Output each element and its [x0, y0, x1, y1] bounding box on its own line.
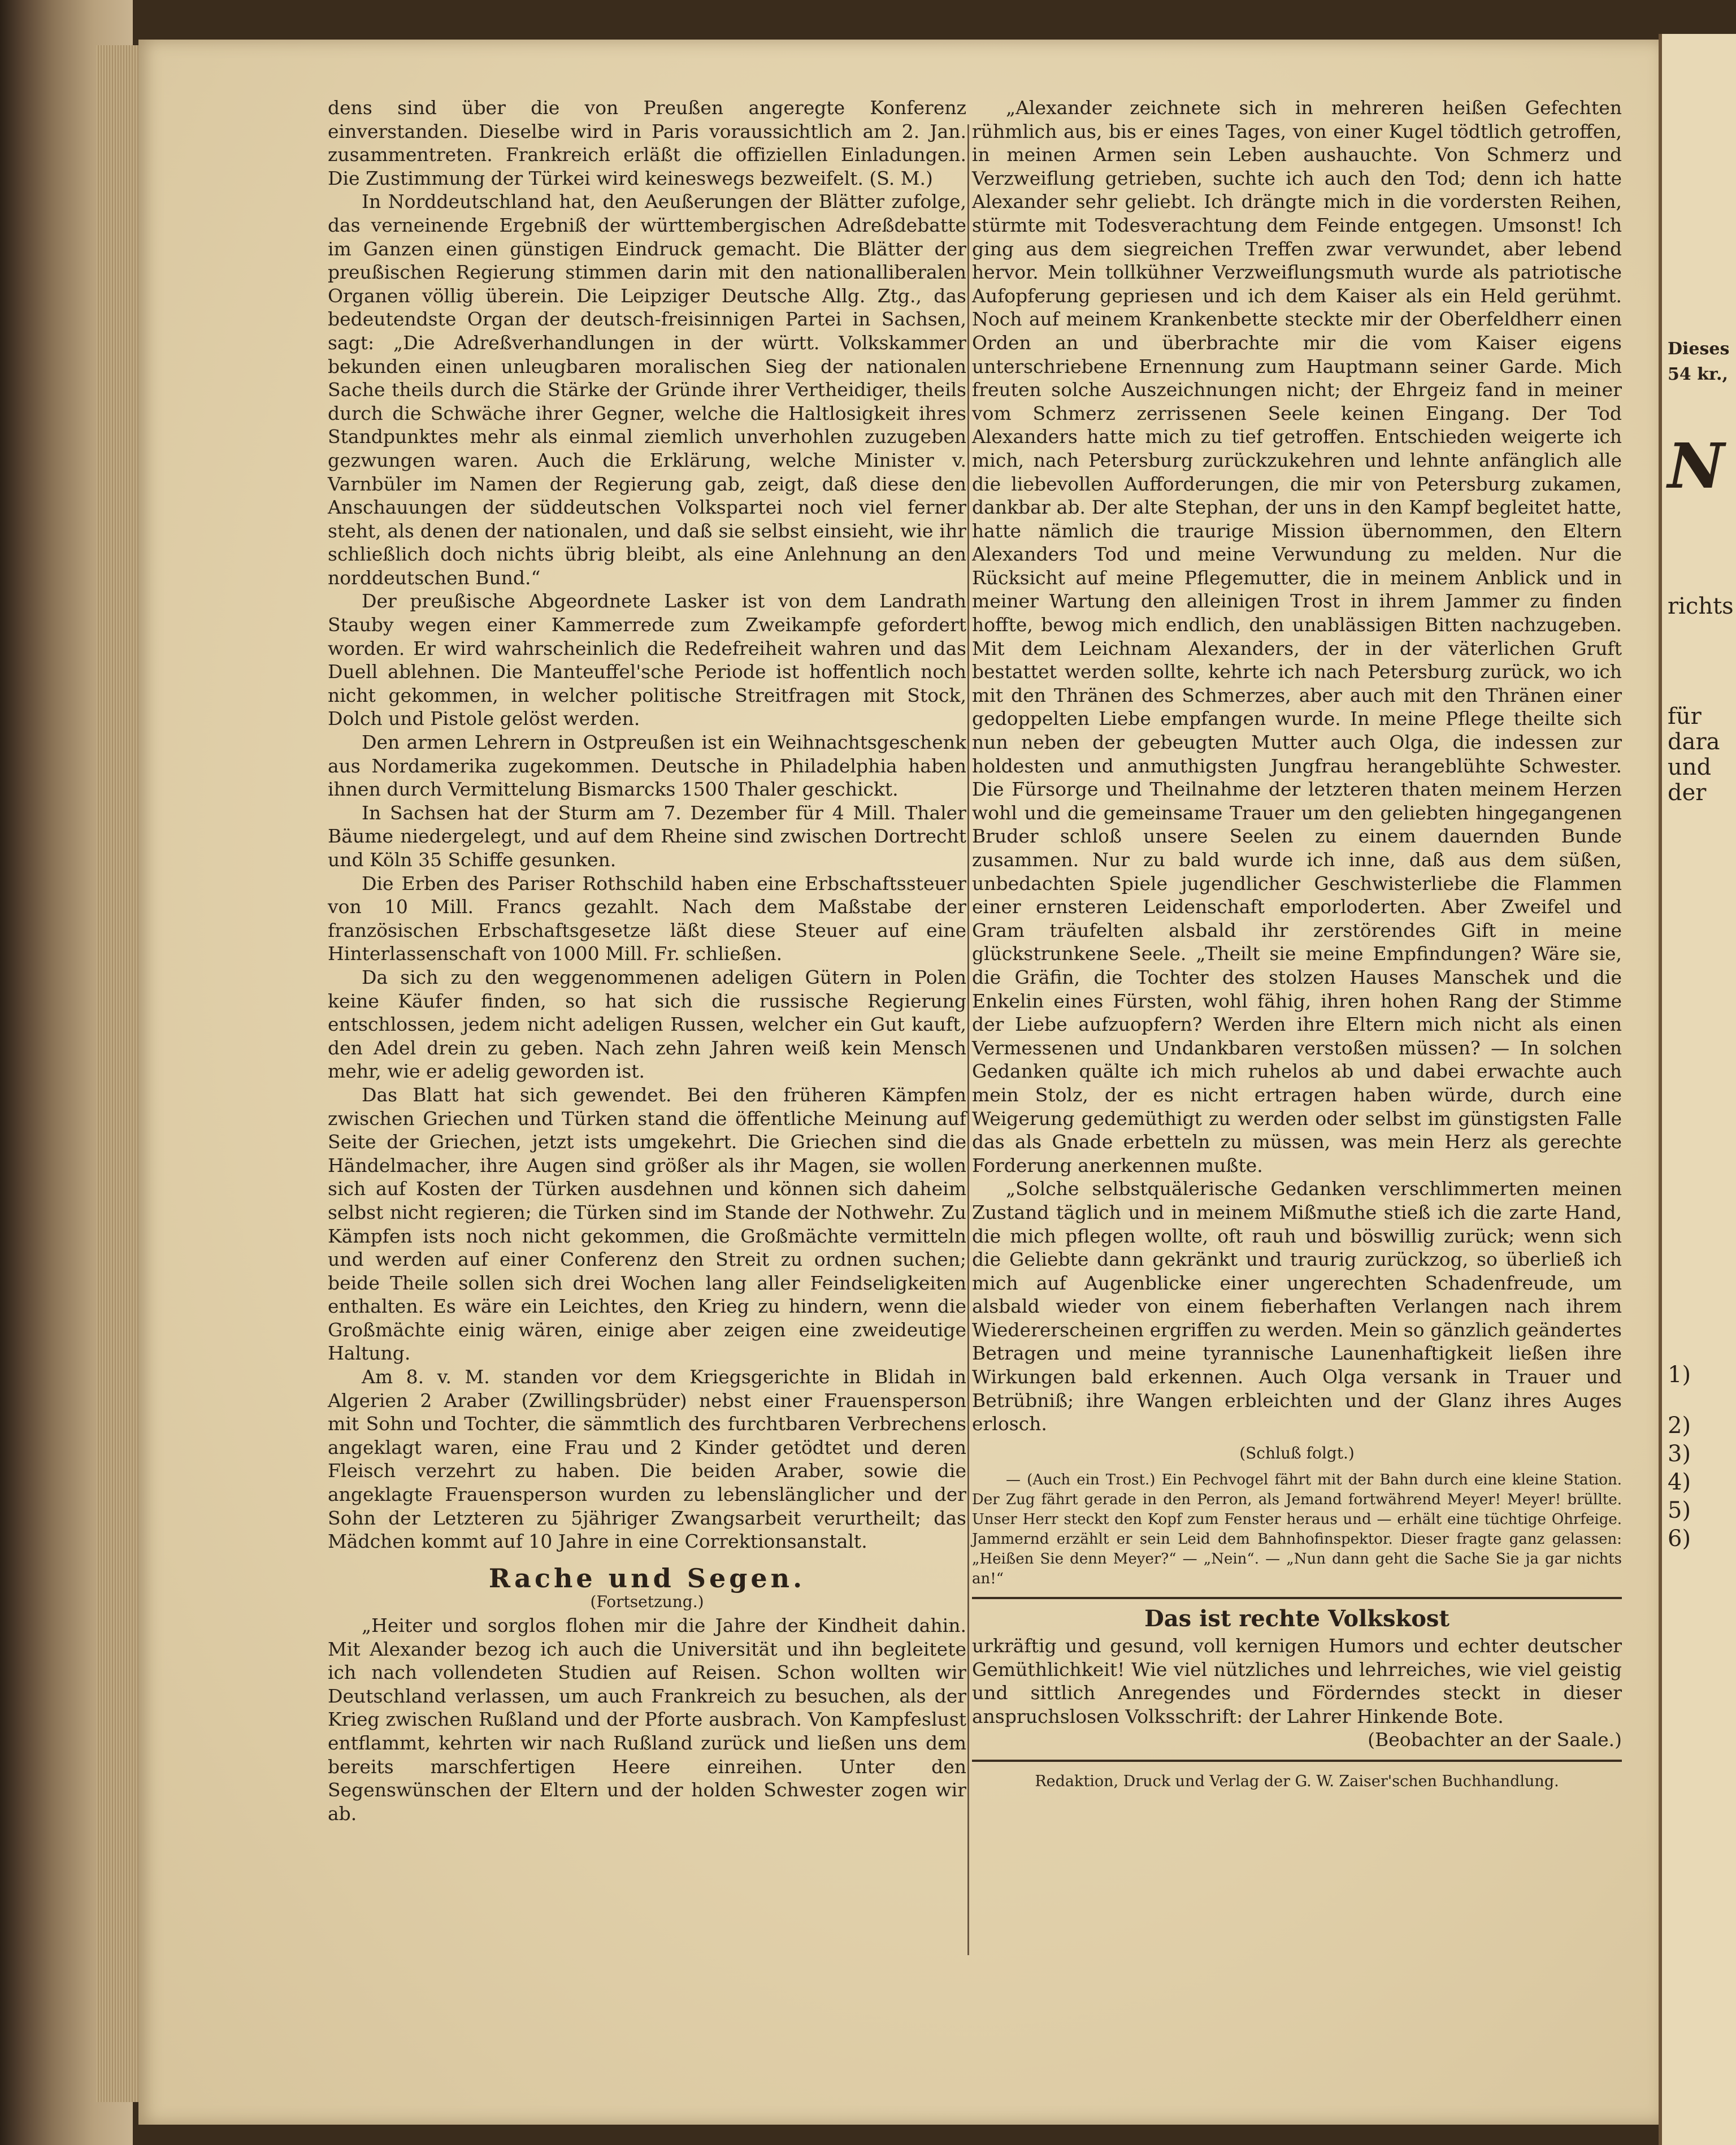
- story-paragraph: „Heiter und sorglos flohen mir die Jahre der Kindheit dahin. Mit Alexander bezog ich auch die Universität und ihn begleitete ich nach vollendeten Studien auf Reisen. Schon wollten wir Deutschland verlassen, um auch Frankreich zu besuchen, als der Krieg zwischen Rußland und der Pforte ausbrach. Von Kampfeslust entflammt, kehrten wir nach Rußland zurück und ließen uns dem bereits marschfertigen Heere einreihen. Unter den Segenswünschen der Eltern und der holden Schwester zogen wir ab.: [328, 1614, 966, 1825]
- imprint: Redaktion, Druck und Verlag der G. W. Zaiser'schen Buchhandlung.: [1035, 1773, 1559, 1790]
- article-paragraph: Am 8. v. M. standen vor dem Kriegsgerichte in Blidah in Algerien 2 Araber (Zwillingsbrüder) nebst einer Frauensperson mit Sohn und Tochter, die sämmtlich des furchtbaren Verbrechens angeklagt waren, eine Frau und 2 Kinder getödtet und deren Fleisch verzehrt zu haben. Die beiden Araber, sowie die angeklagte Frauensperson wurden zu lebenslänglicher und der Sohn der Letzteren zu 5jähriger Zwangsarbeit verurtheilt; das Mädchen kommt auf 10 Jahre in eine Correktionsanstalt.: [328, 1366, 966, 1553]
- advert-title: Das ist rechte Volkskost: [1144, 1605, 1449, 1632]
- next-page-list: 3): [1668, 1441, 1691, 1467]
- article-paragraph: Da sich zu den weggenommenen adeligen Gütern in Polen keine Käufer finden, so hat sich die russische Regierung entschlossen, jedem nicht adeligen Russen, welcher ein Gut kauft, den Adel drein zu geben. Nach zehn Jahren weiß kein Mensch mehr, wie er adelig geworden ist.: [328, 966, 966, 1083]
- story-paragraph: „Solche selbstquälerische Gedanken verschlimmerten meinen Zustand täglich und in meinem Mißmuthe stieß ich die zarte Hand, die mich pflegen wollte, oft rauh und böswillig zurück; wenn sich die Geliebte dann gekränkt und traurig zurückzog, so überließ ich mich auf Augenblicke einer ungerechten Schadenfreude, um alsbald wieder von einem fieberhaften Verlangen nach ihrem Wiedererscheinen ergriffen zu werden. Mein so gänzlich geändertes Betragen und meine tyrannische Launenhaftigkeit ließen ihre Wirkungen bald erkennen. Auch Olga versank in Trauer und Betrübniß; ihre Wangen erbleichten und der Glanz ihres Auges erlosch.: [972, 1178, 1622, 1435]
- article-paragraph: Der preußische Abgeordnete Lasker ist von dem Landrath Stauby wegen einer Kammerrede zum Zweikampfe gefordert worden. Er wird wahrscheinlich die Redefreiheit wahren und das Duell ablehnen. Die Manteuffel'sche Periode ist hoffentlich noch nicht gekommen, in welcher politische Streitfragen mit Stock, Dolch und Pistole gelöst werden.: [328, 590, 966, 730]
- next-page-list: 4): [1668, 1469, 1691, 1495]
- story-title: Rache und Segen.: [488, 1562, 806, 1593]
- next-page-list: 2): [1668, 1413, 1691, 1439]
- anecdote: — (Auch ein Trost.) Ein Pechvogel fährt mit der Bahn durch eine kleine Station. Der Zug fährt gerade in den Perron, als Jemand fortwährend Meyer! Meyer! brüllte. Unser Herr steckt den Kopf zum Fenster heraus und — erhält eine tüchtige Ohrfeige. Jammernd erzählt er sein Leid dem Bahnhofinspektor. Dieser fragte ganz gelassen: „Heißen Sie denn Meyer?“ — „Nein“. — „Nun dann geht die Sache Sie ja gar nichts an!“: [972, 1471, 1622, 1588]
- right-column: [972, 96, 1622, 1794]
- page-edges: [96, 45, 141, 2102]
- next-page-list: 1): [1668, 1362, 1691, 1388]
- next-page-text: für: [1668, 704, 1702, 730]
- advert-text: urkräftig und gesund, voll kernigen Humors und echter deutscher Gemüthlichkeit! Wie viel nützliches und lehrreiches, wie viel geistig und sittlich Anregendes und Förderndes steckt in dieser anspruchslosen Volksschrift: der Lahrer Hinkende Bote.: [972, 1635, 1622, 1727]
- story-subtitle: (Fortsetzung.): [590, 1592, 704, 1612]
- next-page-masthead: N: [1668, 429, 1725, 502]
- article-paragraph: dens sind über die von Preußen angeregte Konferenz einverstanden. Dieselbe wird in Paris voraussichtlich am 2. Jan. zusammentreten. Frankreich erläßt die offiziellen Einladungen. Die Zustimmung der Türkei wird keineswegs bezweifelt. (S. M.): [328, 97, 966, 189]
- next-page-text: Dieses: [1668, 339, 1730, 359]
- next-page-edge: [1659, 34, 1736, 2145]
- article-paragraph: In Sachsen hat der Sturm am 7. Dezember für 4 Mill. Thaler Bäume niedergelegt, und auf dem Rheine sind zwischen Dortrecht und Köln 35 Schiffe gesunken.: [328, 801, 966, 871]
- next-page-text: dara: [1668, 729, 1720, 755]
- column-divider: [967, 124, 969, 1955]
- article-paragraph: Die Erben des Pariser Rothschild haben eine Erbschaftssteuer von 10 Mill. Francs gezahlt. Nach dem Maßstabe der französischen Erbschaftsgesetze läßt diese Steuer auf eine Hinterlassenschaft von 1000 Mill. Fr. schließen.: [328, 872, 966, 965]
- advert-source: (Beobachter an der Saale.): [1368, 1729, 1622, 1751]
- article-paragraph: In Norddeutschland hat, den Aeußerungen der Blätter zufolge, das verneinende Ergebniß der württembergischen Adreßdebatte im Ganzen einen günstigen Eindruck gemacht. Die Blätter der preußischen Regierung stimmen darin mit den nationalliberalen Organen völlig überein. Die Leipziger Deutsche Allg. Ztg., das bedeutendste Organ der deutsch-freisinnigen Partei in Sachsen, sagt: „Die Adreßverhandlungen in der württ. Volkskammer bekunden einen unleugbaren moralischen Sieg der nationalen Sache theils durch die Stärke der Gründe ihrer Vertheidiger, theils durch die Schwäche ihrer Gegner, welche die Haltlosigkeit ihres Standpunktes mehr als einmal ziemlich unverhohlen zuzugeben gezwungen waren. Auch die Erklärung, welche Minister v. Varnbüler im Namen der Regierung gab, zeigt, daß diese den Anschauungen der süddeutschen Volkspartei noch viel ferner steht, als denen der nationalen, und daß sie selbst einsieht, wie ihr schließlich doch nichts übrig bleibt, als eine Anlehnung an den norddeutschen Bund.“: [328, 190, 966, 589]
- continuation-note: (Schluß folgt.): [1239, 1443, 1355, 1462]
- next-page-text: und: [1668, 754, 1712, 780]
- story-paragraph: „Alexander zeichnete sich in mehreren heißen Gefechten rühmlich aus, bis er eines Tages, von einer Kugel tödtlich getroffen, in meinen Armen sein Leben aushauchte. Von Schmerz und Verzweiflung getrieben, suchte ich auch den Tod; denn ich hatte Alexander sehr geliebt. Ich drängte mich in die vordersten Reihen, stürmte mit Todesverachtung dem Feinde entgegen. Umsonst! Ich ging aus dem siegreichen Treffen zwar verwundet, aber lebend hervor. Mein tollkühner Verzweiflungsmuth wurde als patriotische Aufopferung gepriesen und ich dem Kaiser als ein Held gerühmt. Noch auf meinem Krankenbette steckte mir der Oberfeldherr einen Orden an und überbrachte mir die vom Kaiser eigens unterschriebene Ernennung zum Hauptmann seiner Garde. Mich freuten solche Auszeichnungen nicht; der Ehrgeiz fand in meiner vom Schmerz zerrissenen Seele keinen Eingang. Der Tod Alexanders hatte mich zu tief getroffen. Entschieden weigerte ich mich, nach Petersburg zurückzukehren und lehnte anfänglich alle die liebevollen Aufforderungen, die mir von Petersburg zukamen, dankbar ab. Der alte Stephan, der uns in den Kampf begleitet hatte, hatte nämlich die traurige Mission übernommen, den Eltern Alexanders Tod und meine Verwundung zu melden. Nur die Rücksicht auf meine Pflegemutter, die in meinem Anblick und in meiner Wartung den alleinigen Trost in ihrem Jammer zu finden hoffte, bewog mich endlich, den unablässigen Bitten nachzugeben. Mit dem Leichnam Alexanders, der in der väterlichen Gruft bestattet werden sollte, kehrte ich nach Petersburg zurück, wo ich mit den Thränen des Schmerzes, aber auch mit den Thränen einer gedoppelten Liebe empfangen wurde. In meine Pflege theilte sich nun neben der gebeugten Mutter auch Olga, die indessen zur holdesten und anmuthigsten Jungfrau herangeblühte Schwester. Die Fürsorge und Theilnahme der letzteren thaten meinem Herzen wohl und die gemeinsame Trauer um den geliebten hingegangenen Bruder schloß unsere Seelen zu einem dauernden Bunde zusammen. Nur zu bald wurde ich inne, daß aus dem süßen, unbedachten Spiele jugendlicher Geschwisterliebe die Flammen einer ernsteren Leidenschaft emporloderten. Aber Zweifel und Gram träufelten alsbald ihr zerstörendes Gift in meine glückstrunkene Seele. „Theilt sie meine Empfindungen? Wäre sie, die Gräfin, die Tochter des stolzen Hauses Manschek und die Enkelin eines Fürsten, wohl fähig, ihren hohen Rang der Stimme der Liebe aufzuopfern? Werden ihre Eltern mich nicht als einen Vermessenen und Undankbaren verstoßen müssen? — In solchen Gedanken quälte ich mich ruhelos ab und dabei erwachte auch mein Stolz, der es nicht ertragen haben würde, durch eine Weigerung gedemüthigt zu werden oder selbst im günstigsten Falle das als Gnade erbetteln zu müssen, was mein Herz als gerechte Forderung anerkennen mußte.: [972, 97, 1622, 1176]
- divider: [972, 1760, 1622, 1762]
- next-page-text: 54 kr.,: [1668, 364, 1728, 384]
- next-page-list: 6): [1668, 1526, 1691, 1552]
- next-page-text: der: [1668, 780, 1707, 806]
- next-page-text: richts: [1668, 593, 1734, 619]
- divider: [972, 1597, 1622, 1599]
- left-column: [328, 96, 966, 1825]
- article-paragraph: Das Blatt hat sich gewendet. Bei den früheren Kämpfen zwischen Griechen und Türken stand die öffentliche Meinung auf Seite der Griechen, jetzt ists umgekehrt. Die Griechen sind die Händelmacher, ihre Augen sind größer als ihr Magen, sie wollen sich auf Kosten der Türken ausdehnen und können sich daheim selbst nicht regieren; die Türken sind im Stande der Nothwehr. Zu Kämpfen ists noch nicht gekommen, die Großmächte vermitteln und werden auf einer Conferenz den Streit zu ordnen suchen; beide Theile sollen sich drei Wochen lang aller Feindseligkeiten enthalten. Es wäre ein Leichtes, den Krieg zu hindern, wenn die Großmächte einig wären, einige aber zeigen eine zweideutige Haltung.: [328, 1083, 966, 1365]
- next-page-list: 5): [1668, 1497, 1691, 1523]
- article-paragraph: Den armen Lehrern in Ostpreußen ist ein Weihnachtsgeschenk aus Nordamerika zugekommen. Deutsche in Philadelphia haben ihnen durch Vermittelung Bismarcks 1500 Thaler geschickt.: [328, 731, 966, 801]
